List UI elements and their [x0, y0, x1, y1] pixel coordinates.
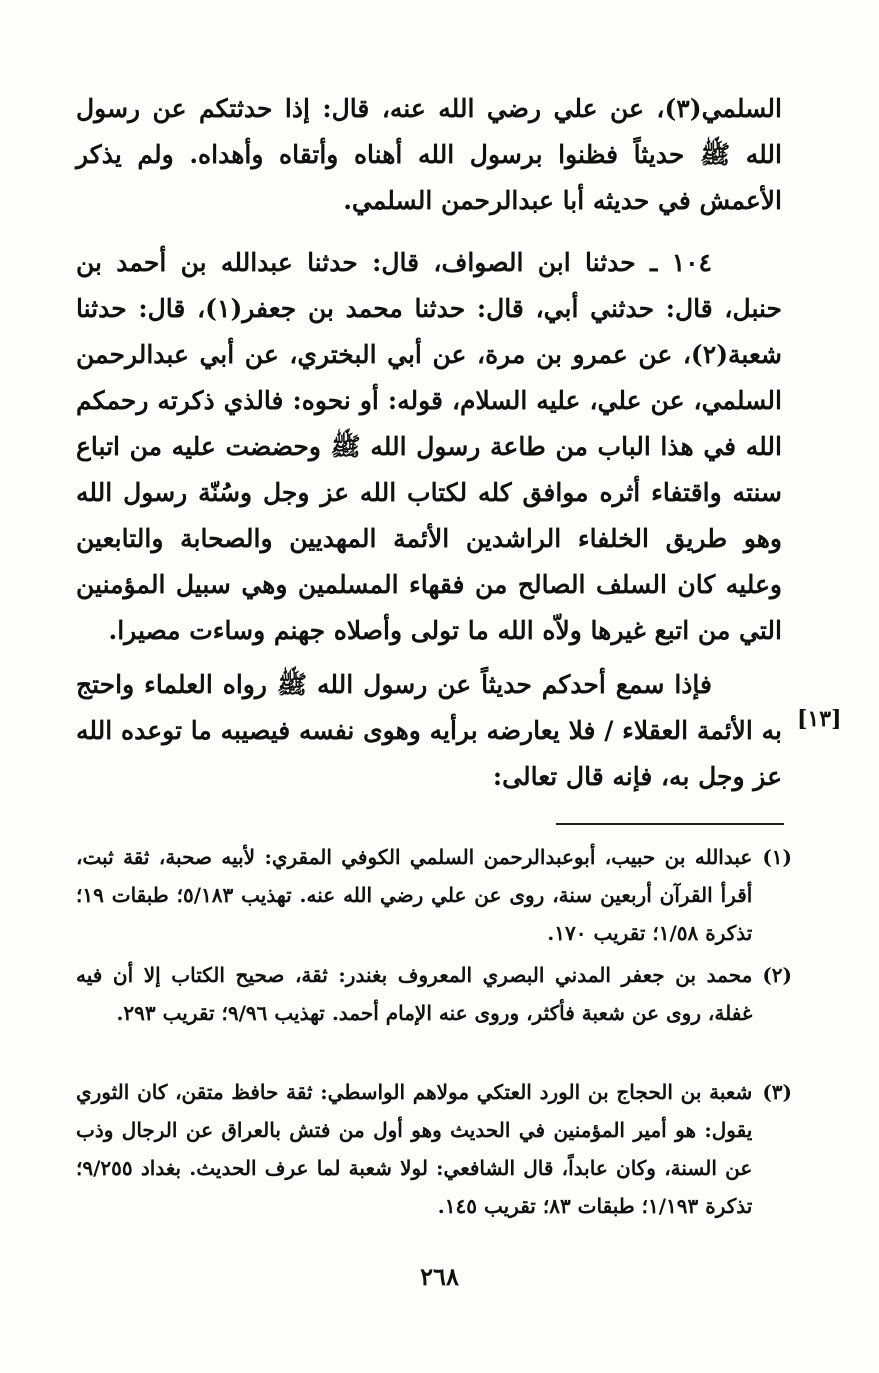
footnote-text: شعبة بن الحجاج بن الورد العتكي مولاهم الواسطي: ثقة حافظ متقن، كان الثوري يقول: هو أمير المؤمنين في الحديث وهو أول من فتش بالعراق عن الرجال وذب عن السنة، وكان عابداً، قال الشافعي: لولا شعبة لما عرف الحديث. بغداد ٩/٢٥٥؛ تذكرة ١/١٩٣؛ طبقات ٨٣؛ تقريب ١٤٥. [76, 1080, 753, 1218]
footnote-text: عبدالله بن حبيب، أبوعبدالرحمن السلمي الكوفي المقري: لأبيه صحبة، ثقة ثبت، أقرأ القرآن أربعين سنة، روى عن علي رضي الله عنه. تهذيب ٥/١٨٣؛ طبقات ١٩؛ تذكرة ١/٥٨؛ تقريب ١٧٠. [76, 845, 753, 945]
page-number: ٢٦٨ [420, 1262, 459, 1291]
footnote-1 [76, 838, 792, 952]
footnote-separator [556, 823, 784, 825]
manuscript-page-marker: [١٣] [797, 706, 842, 732]
footnote-number: (٣) [762, 1080, 792, 1104]
footnote-3 [76, 1073, 792, 1225]
footnote-number: (٢) [762, 963, 792, 987]
body-paragraph-3: فإذا سمع أحدكم حديثاً عن رسول الله ﷺ رواه العلماء واحتج به الأئمة العقلاء / فلا يعارضه برأيه وهوى نفسه فيصيبه ما توعده الله عز وجل به، فإنه قال تعالى: [76, 670, 782, 791]
footnote-text: محمد بن جعفر المدني البصري المعروف بغندر: ثقة، صحيح الكتاب إلا أن فيه غفلة، روى عن شعبة فأكثر، وروى عنه الإمام أحمد. تهذيب ٩/٩٦؛ تقريب ٢٩٣. [76, 963, 753, 1025]
footnote-2 [76, 956, 792, 1032]
body-paragraph-2: ١٠٤ ـ حدثنا ابن الصواف، قال: حدثنا عبدالله بن أحمد بن حنبل، قال: حدثني أبي، قال: حدثنا محمد بن جعفر(١)، قال: حدثنا شعبة(٢)، عن عمرو بن مرة، عن أبي البختري، عن أبي عبدالرحمن السلمي، عن علي، عليه السلام، قوله: أو نحوه: فالذي ذكرته رحمكم الله في هذا الباب من طاعة رسول الله ﷺ وحضضت عليه من اتباع سنته واقتفاء أثره موافق كله لكتاب الله عز وجل وسُنّة رسول الله وهو طريق الخلفاء الراشدين الأئمة المهديين والصحابة والتابعين وعليه كان السلف الصالح من فقهاء المسلمين وهي سبيل المؤمنين التي من اتبع غيرها ولاّه الله ما تولى وأصلاه جهنم وساءت مصيرا. [76, 248, 782, 645]
body-paragraph-1: السلمي(٣)، عن علي رضي الله عنه، قال: إذا حدثتكم عن رسول الله ﷺ حديثاً فظنوا برسول الله أهناه وأتقاه وأهداه. ولم يذكر الأعمش في حديثه أبا عبدالرحمن السلمي. [76, 94, 782, 215]
footnote-number: (١) [762, 845, 792, 869]
